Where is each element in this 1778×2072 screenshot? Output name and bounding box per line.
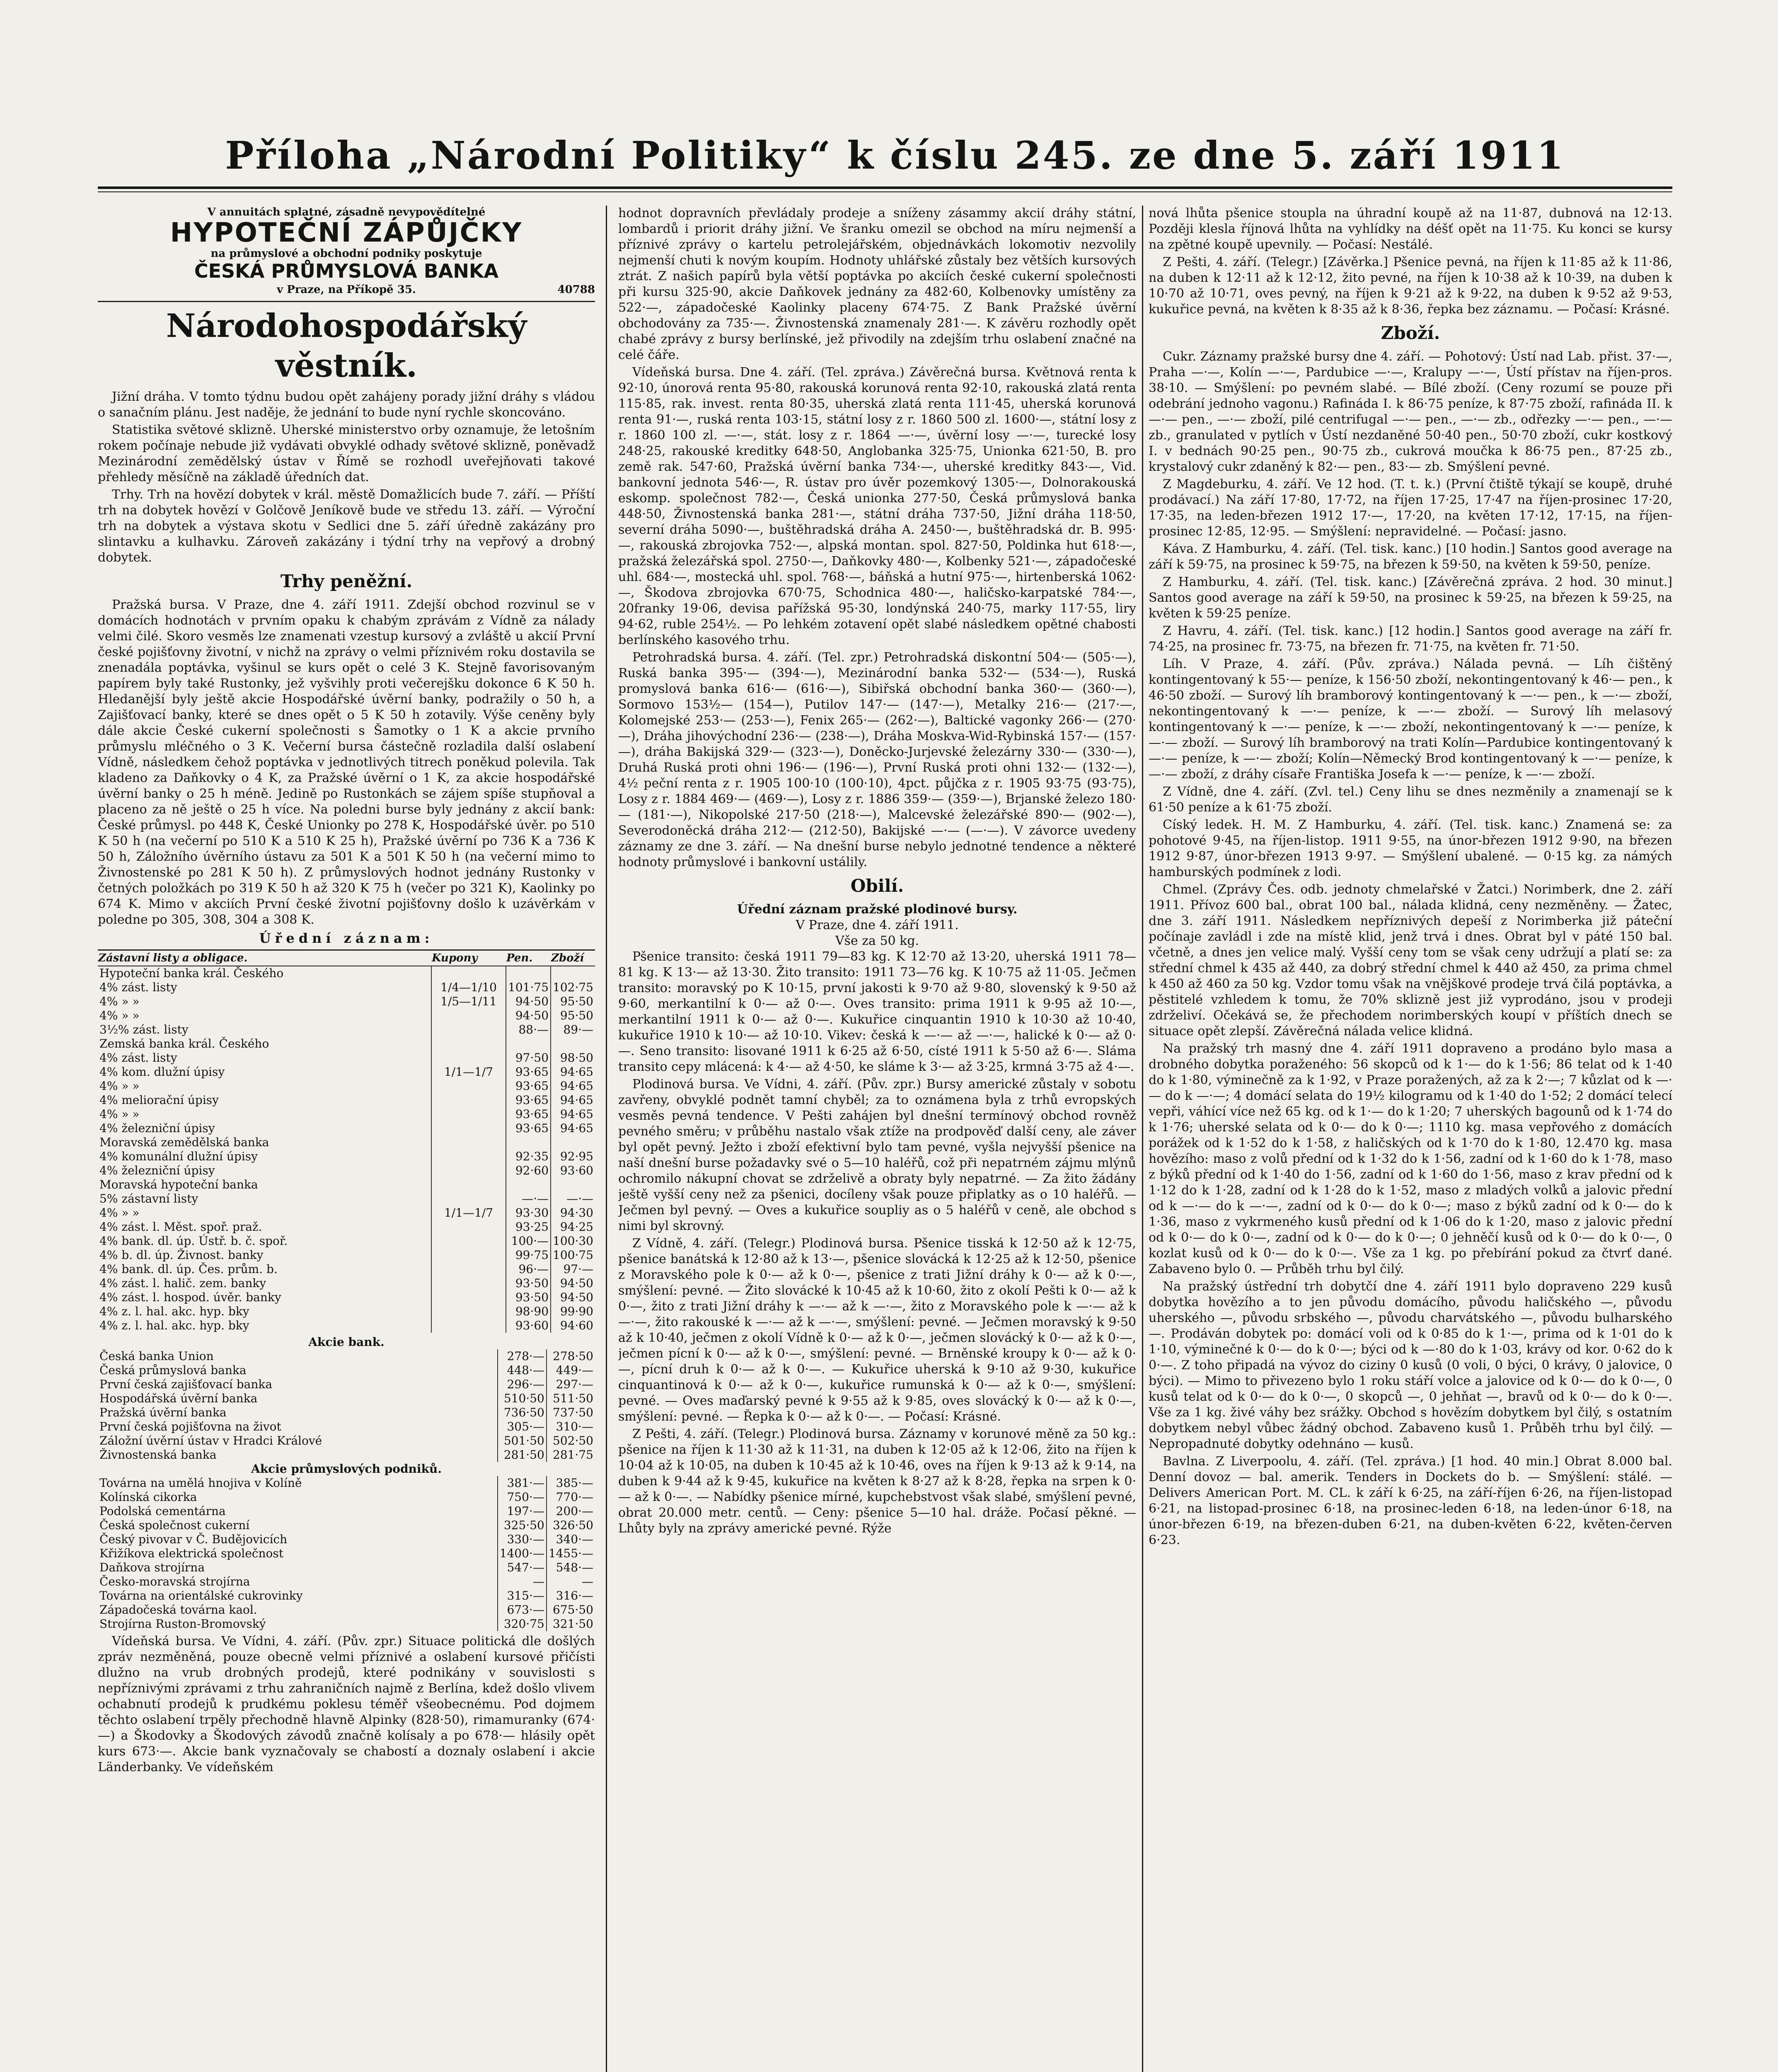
bond-coupon: 1/4—1/10 <box>431 980 506 995</box>
bond-goods-price: 94·65 <box>551 1121 595 1135</box>
bank-goods-price: 278·50 <box>547 1349 595 1363</box>
bond-goods-price: —·— <box>551 1192 595 1206</box>
industry-money-price: 330·— <box>498 1532 547 1547</box>
bond-name: 4% » » <box>99 995 140 1008</box>
bond-goods-price: 94·65 <box>551 1079 595 1093</box>
table-row <box>98 1603 595 1617</box>
industry-goods-price: — <box>547 1575 595 1589</box>
ad-line-2: na průmyslové a obchodní podniky poskytuje <box>210 247 482 260</box>
table-row <box>98 995 595 1009</box>
industry-name: Továrna na orientálské cukrovinky <box>99 1589 303 1602</box>
bank-money-price: 501·50 <box>498 1434 547 1448</box>
table-row <box>98 1377 595 1392</box>
ad-bank-name: ČESKÁ PRŮMYSLOVÁ BANKA <box>194 260 499 282</box>
industry-goods-price: 321·50 <box>547 1617 595 1631</box>
masthead-rule <box>98 186 1672 189</box>
bond-coupon: 1/1—1/7 <box>431 1065 506 1079</box>
bond-name: 4% zást. listy <box>99 980 177 994</box>
industry-money-price: 547·— <box>498 1561 547 1575</box>
bond-coupon <box>431 1305 506 1319</box>
industry-goods-price: 316·— <box>547 1589 595 1603</box>
bank-shares-table <box>98 1335 595 1631</box>
bond-name: 3½% zást. listy <box>99 1023 189 1036</box>
bank-money-price: 278·— <box>498 1349 547 1363</box>
article-statistika: Statistika světové sklizně. Uherské ministerstvo orby oznamuje, že letošním rokem počínaje nebude již vydávati obvyklé odhady světové sklizně, poněvadž Mezinárodní zemědělský ústav v Římě se rozhodl uveřejňovati takové přehledy měsíčně na základě úředních dat. <box>98 423 595 484</box>
bank-goods-price: 737·50 <box>547 1406 595 1420</box>
bond-money-price <box>506 1037 551 1051</box>
table-row <box>98 966 595 980</box>
bank-money-price: 281·50 <box>498 1448 547 1462</box>
bond-coupon <box>431 1234 506 1248</box>
industry-money-price: 750·— <box>498 1490 547 1504</box>
table-row <box>98 1079 595 1093</box>
table-row <box>98 1406 595 1420</box>
bond-money-price: 93·60 <box>506 1319 551 1333</box>
heading-obili: Obilí. <box>850 876 904 896</box>
article-trh-dobytci: Na pražský ústřední trh dobytčí dne 4. září 1911 bylo dopraveno 229 kusů dobytka hovězího a to jen původu domácího, původu haličského —, původu uherského —, původu srbského —, původu charvátského —, původu bulharského —. Prodáván dobytek po: domácí voli od k 0·85 do k 1·—, prima od k 1·01 do k 1·10, výminečné k 0·— do k 0·—; býci od k —·80 do k 1·03, krávy od kor. 0·62 do k 0·—. Z toho připadá na vývoz do ciziny 0 kusů (0 voli, 0 býci, 0 krávy, 0 jalovice, 0 býci). — Mimo to přivezeno bylo 1 roku stáří volce a jalovice od k 0·— do k 0·—, 0 kusů telat od k 0·— do k 0·—, 0 skopců —, 0 jehňat —, bravů od k 0·— do k 0·—. Vše za 1 kg. živé váhy bez srážky. Obchod s hovězím dobytkem byl čilý, s ostatním dobytkem nebyl vůbec žádný obchod. Zabaveno kusů 1. Průběh trhu byl čilý. — Nepropadnuté dobytky odehnáno — kusů. <box>1149 1279 1672 1451</box>
table-row <box>98 1476 595 1490</box>
bond-money-price: 92·35 <box>506 1150 551 1164</box>
industry-goods-price: 548·— <box>547 1561 595 1575</box>
bond-name: 4% komunální dlužní úpisy <box>99 1150 258 1163</box>
article-bavlna: Bavlna. Z Liverpoolu, 4. září. (Tel. zpráva.) [1 hod. 40 min.] Obrat 8.000 bal. Denní dovoz — bal. amerik. Tenders in Dockets do b. — Smýšlení: stálé. — Delivers American Port. M. CL. k září k 6·25, na září-říjen 6·26, na říjen-listopad 6·21, na listopad-prosinec 6·18, na prosinec-leden 6·18, na leden-únor 6·18, na únor-březen 6·19, na březen-duben 6·21, na duben-květen 6·22, květen-červen 6·23. <box>1149 1454 1672 1547</box>
bond-coupon <box>431 1290 506 1305</box>
bond-goods-price: 98·50 <box>551 1051 595 1065</box>
th-pen: Pen. <box>506 950 551 966</box>
table-row <box>98 1009 595 1023</box>
bank-goods-price: 502·50 <box>547 1434 595 1448</box>
mortgage-advertisement <box>98 206 595 302</box>
unit-note: Vše za 50 kg. <box>835 934 919 948</box>
bond-name: 4% zást. l. Měst. spoř. praž. <box>99 1220 262 1234</box>
article-lih-viden: Z Vídně, dne 4. září. (Zvl. tel.) Ceny lihu se dnes nezměnily a znamenají se k 61·50 peníze a k 61·75 zboží. <box>1149 784 1672 815</box>
bond-goods-price: 102·75 <box>551 980 595 995</box>
bond-goods-price: 100·30 <box>551 1234 595 1248</box>
table-row <box>98 1589 595 1603</box>
column-2 <box>618 206 1136 2072</box>
bank-name: Záložní úvěrní ústav v Hradci Králové <box>99 1434 322 1447</box>
article-trhy: Trhy. Trh na hovězí dobytek v král. městě Domažlicích bude 7. září. — Příští trh na dobytek hovězí v Golčově Jeníkově bude ve středu 13. září. — Výroční trh na dobytek a výstava skotu v Sedlici dne 5. září úředně zakázány pro slintavku a kulhavku. Zároveň zakázány i týdní trhy na vepřový a drobný dobytek. <box>98 487 595 565</box>
article-cukr: Cukr. Záznamy pražské bursy dne 4. září. — Pohotový: Ústí nad Lab. přist. 37·—, Praha —·—, Kolín —·—, Pardubice —·—, Kralupy —·—, Ústí přístav na říjen-pros. 38·10. — Smýšlení: po pevném slabé. — Bílé zboží. (Ceny rozumí se pouze při odebrání jednoho vagonu.) Rafináda I. k 86·75 peníze, k 87·75 zboží, rafináda II. k —·— pen., —·— zboží, pilé centrifugal —·— pen., —·— zb., odřezky —·— pen., —·— zb., granulated v pytlích v Ústí nezdaněné 50·40 pen., 50·70 zboží, cukr kostkový I. v bednách 90·25 pen., 90·75 zb., cukrová moučka k 86·75 pen., 87·25 zb., krystalový cukr zdaněný k 82·— pen., 83·— zb. Smýšlení pevné. <box>1149 349 1672 474</box>
bond-name: 4% » » <box>99 1107 140 1121</box>
table-row <box>98 1037 595 1051</box>
industry-money-price: 320·75 <box>498 1617 547 1631</box>
article-ledek: Císký ledek. H. M. Z Hamburku, 4. září. (Tel. tisk. kanc.) Znamená se: za pohotové 9·45, na říjen-listop. 1911 9·55, na únor-březen 1912 9·90, na březen 1912 9·87, únor-březen 1913 9·97. — Smýšlení ubalené. — 0·15 kg. za námých hamburských podmínek z lodi. <box>1149 818 1672 879</box>
bond-name: 4% b. dl. úp. Živnost. banky <box>99 1248 264 1262</box>
industry-goods-price: 675·50 <box>547 1603 595 1617</box>
bond-table <box>98 949 595 1333</box>
table-row <box>98 1561 595 1575</box>
article-plodinova-bursa: Plodinová bursa. Ve Vídni, 4. září. (Pův. zpr.) Bursy americké zůstaly v sobotu zavřeny, obvyklé podnět tamní chyběl; za to oznámena byla z trhů evropských vesměs pevná tendence. V Pešti zahájen byl dnešní termínový obchod rovněž pevného směru; v průběhu nastalo však ztíže na prodpověď další ceny, ale záver byl opět pevný. Ježto i zboží efektivní bylo tam pevné, vyšla nejvyšší pšenice na naší dnešní burse požadavky své o 5—10 haléřů, což při nepatrném zájmu mlýnů ochromilo nákupní chovat se zdrželivě a obraty byly nepatrné. — Za žito žádány ještě vyšší ceny než za pšenici, docíleny však pouze připlatky as o 10 haléřů. — Ječmen byl pevný. — Oves a kukuřice soupliy as o 5 haléřů v ceně, ale obchod s nimi byl skrovný. <box>618 1077 1136 1233</box>
article-z-pesti: Z Pešti, 4. září. (Telegr.) Plodinová bursa. Záznamy v korunové měně za 50 kg.: pšenice na říjen k 11·30 až k 11·31, na duben k 12·05 až k 12·06, žito na říjen k 10·04 až k 10·05, na duben k 10·45 až k 10·46, oves na říjen k 9·13 až k 9·14, na duben k 9·44 až k 9·45, kukuřice na květen k 8·27 až k 8·28, řepka na srpen k 0·— až k 0·—. — Nabídky pšenice mírné, kupchebstvost však slabé, smýšlení pevné, obrat 20.000 metr. centů. — Ceny: pšenice 5—10 hal. dráže. Počasí pěkné. — Lhůty byly na zprávy americké pevné. Rýže <box>618 1427 1136 1536</box>
masthead: Příloha „Národní Politiky“ k číslu 245. ze dne 5. září 1911 <box>225 133 1565 178</box>
table-row <box>98 1349 595 1363</box>
heading-official-record: Úřední záznam: <box>259 930 434 946</box>
article-z-vidne: Z Vídně, 4. září. (Telegr.) Plodinová bursa. Pšenice tisská k 12·50 až k 12·75, pšenice banátská k 12·80 až k 13·—, pšenice slovácká k 12·25 až k 12·50, pšenice z Moravského pole k 0·— až k 0·—, pšenice z trati Jižní dráhy k 0·— až k 0·—, smýšlení: pevné. — Žito slovácké k 10·45 až k 10·60, žito z okolí Pešti k 0·— až k 0·—, žito z trati Jižní dráhy k —·— až k —·—, žito z Moravského pole k —·— až k —·—, žito rakouské k —·— až k —·—, smýšlení: pevné. — Ječmen moravský k 9·50 až k 10·40, ječmen z okolí Vídně k 0·— až k 0·—, ječmen slovácký k 0·— až k 0·—, ječmen pícní k 0·— až k 0·—, smýšlení: pevné. — Brněnské kroupy k 0·— až k 0·—, pícní druh k 0·— až k 0·—. — Kukuřice uherská k 9·10 až 9·30, kukuřice cinquantinová k 0·— až k 0·—, kukuřice rumunská k 0·— až k 0·—, smýšlení: pevné. — Oves maďarský pevné k 9·55 až k 9·85, oves slovácký k 0·— až k 0·—, smýšlení: pevné. — Řepka k 0·— až k 0·—. — Počasí: Krásné. <box>618 1236 1136 1424</box>
industry-group-heading: Akcie průmyslových podniků. <box>251 1462 442 1476</box>
heading-trhy-penezni: Trhy peněžní. <box>280 571 413 591</box>
bond-goods-price: 94·30 <box>551 1206 595 1220</box>
bond-coupon <box>431 1276 506 1290</box>
bank-money-price: 448·— <box>498 1363 547 1377</box>
bond-goods-price: 94·25 <box>551 1220 595 1234</box>
bond-coupon <box>431 1093 506 1107</box>
bond-money-price: 97·50 <box>506 1051 551 1065</box>
industry-goods-price: 385·— <box>547 1476 595 1490</box>
bank-goods-price: 281·75 <box>547 1448 595 1462</box>
table-row <box>98 1178 595 1192</box>
bond-goods-price: 97·— <box>551 1262 595 1276</box>
article-petrohradska-bursa: Petrohradská bursa. 4. září. (Tel. zpr.) Petrohradská diskontní 504·— (505·—), Ruská banka 395·— (394·—), Mezinárodní banka 532·— (534·—), Ruská promyslová banka 616·— (616·—), Sibiřská obchodní banka 360·— (360·—), Sormovo 153½— (154—), Putilov 147·— (147·—), Metalky 216·— (217·—, Kolomejské 253·— (253·—), Fenix 265·— (262·—), Baltické vagonky 266·— (270·—), Dráha jihovýchodní 236·— (238·—), Dráha Moskva-Wid-Rybinská 157·— (157·—), dráha Bakijská 329·— (323·—), Doněcko-Jurjevské železárny 330·— (330·—), Druhá Ruská proti ohni 196·— (196·—), První Ruská proti ohni 132·— (132·—), 4½ peční renta z r. 1905 100·10 (100·10), 4pct. půjčka z r. 1905 93·75 (93·75), Losy z r. 1884 469·— (469·—), Losy z r. 1886 359·— (359·—), Brjanské železo 180·— (181·—), Nikopolské 217·50 (218·—), Malcevské železářské 890·— (902·—), Severodoněcká dráha 212·— (212·50), Bakijské —·— (—·—). V závorce uvedeny záznamy ze dne 3. září. — Na dnešní burse nebylo jednotné tendence a některé hodnoty průmyslové i bankovní ustálily. <box>618 650 1136 869</box>
industry-goods-price: 326·50 <box>547 1518 595 1532</box>
table-row <box>98 1504 595 1518</box>
column-3 <box>1149 206 1672 2072</box>
table-row <box>98 1434 595 1448</box>
bond-coupon <box>431 1079 506 1093</box>
article-prazska-bursa: Pražská bursa. V Praze, dne 4. září 1911. Zdejší obchod rozvinul se v domácích hodnotách v prvním opaku k chabým zprávám z Vídně za nálady velmi čilé. Skoro vesměs lze znamenati vzestup kursový a zvláště u akcií První české pojišťovny životní, v nichž na zprávy o velmi příznivém roku dostavila se znenadála poptávka, vyšinul se kurs opět o celé 3 K. Stejně favorisovaným papírem byly také Rustonky, jež vyšvihly proti večerejšku dokonce 6 K 50 h. Hledanější byly ještě akcie Hospodářské úvěrní banky, podražily o 50 h, a Zajišťovací banky, které se dnes opět o 5 K 50 h zotavily. Výše ceněny byly dále akcie České cukerní společnosti s Šamotky o 1 K a akcie prvního průmyslu mléčného o 3 K. Večerní bursa částečně rozladila další oslabení Vídně, následkem čehož poptávka v jednotlivých titrech poněkud polevila. Tak kladeno za Daňkovky o 4 K, za Pražské úvěrní o 1 K, za akcie hospodářské úvěrní banky o 25 h méně. Jedině po Rustonkách se zájem spíše stupňoval a placeno za ně ještě o 25 h více. Na poledni burse byly jednány z akcií bank: České průmysl. po 448 K, České Unionky po 278 K, Hospodářské úvěr. po 510 K 50 h (na večerní po 510 K a 510 K 25 h), Pražské úvěrní po 736 K a 736 K 50 h, Záložního úvěrního ústavu za 501 K a 501 K 50 h (na večerní mimo to Živnostenské po 281 K 50 h). Z průmyslových hodnot jednány Rustonky v četných položkách po 319 K 50 h až 320 K 75 h (večer po 321 K), Kaolinky po 674 K. Mimo v akciích První české životní pojišťovny došlo k uzávěrkám v poledne po 305, 308, 304 a 308 K. <box>98 598 595 927</box>
bond-coupon <box>431 1220 506 1234</box>
industry-name: Kolínská cikorka <box>99 1490 197 1504</box>
industry-money-price: 325·50 <box>498 1518 547 1532</box>
bond-goods-price: 93·60 <box>551 1164 595 1178</box>
bank-name: První česká pojišťovna na život <box>99 1420 281 1433</box>
bank-goods-price: 511·50 <box>547 1392 595 1406</box>
bank-name: Hospodářská úvěrní banka <box>99 1392 258 1405</box>
industry-goods-price: 1455·— <box>547 1547 595 1561</box>
bank-goods-price: 297·— <box>547 1377 595 1392</box>
bank-money-price: 736·50 <box>498 1406 547 1420</box>
article-videnska-bursa: Vídeňská bursa. Ve Vídni, 4. září. (Pův. zpr.) Situace politická dle došlých zpráv nezměněná, pouze obecně velmi příznivé a oslabení kursové přičísti dlužno na vrub drobných prodejů, které podnikány v souvislosti s nepříznivými zprávami z trhu zahraničních najmě z Berlína, kdež došlo vlivem ochabnutí prodejů k prudkému poklesu téměř všeobecnému. Pod dojmem těchto oslabení trpěly přechodně hlavně Alpinky (828·50), rimamuranky (674·—) a Škodovky a Škodových závodů značně kolísaly a po 678·— hlásily opět kurs 673·—. Akcie bank vyznačovaly se chabostí a doznaly oslabení i akcie Länderbanky. Ve vídeňském <box>98 1634 595 1774</box>
bond-goods-price: 94·65 <box>551 1065 595 1079</box>
bank-group-heading: Akcie bank. <box>308 1335 385 1349</box>
table-row <box>98 1448 595 1462</box>
bond-money-price: 94·50 <box>506 1009 551 1023</box>
table-row <box>98 1192 595 1206</box>
bond-name: Zemská banka král. Českého <box>99 1037 269 1051</box>
bond-name: 5% zástavní listy <box>99 1192 198 1205</box>
table-row <box>98 1220 595 1234</box>
industry-money-price: 673·— <box>498 1603 547 1617</box>
table-row <box>98 1262 595 1276</box>
bond-coupon <box>431 1023 506 1037</box>
bank-name: První česká zajišťovací banka <box>99 1377 273 1391</box>
dateline: V Praze, dne 4. září 1911. <box>796 918 959 932</box>
bond-money-price: 96·— <box>506 1262 551 1276</box>
bond-coupon <box>431 966 506 980</box>
bond-goods-price: 94·50 <box>551 1276 595 1290</box>
bond-name: 4% z. l. hal. akc. hyp. bky <box>99 1319 249 1332</box>
table-row <box>98 1617 595 1631</box>
table-row <box>98 1023 595 1037</box>
bond-goods-price: 94·65 <box>551 1093 595 1107</box>
bond-money-price: 99·75 <box>506 1248 551 1262</box>
bond-coupon: 1/1—1/7 <box>431 1206 506 1220</box>
bond-name: 4% » » <box>99 1206 140 1220</box>
table-row <box>98 1305 595 1319</box>
table-row <box>98 980 595 995</box>
article-havr: Z Havru, 4. září. (Tel. tisk. kanc.) [12 hodin.] Santos good average na září fr. 74·25, na prosinec fr. 73·75, na březen fr. 71·75, na květen fr. 71·50. <box>1149 624 1672 654</box>
bond-name: 4% z. l. hal. akc. hyp. bky <box>99 1305 249 1318</box>
bond-money-price: 100·— <box>506 1234 551 1248</box>
bond-goods-price <box>551 966 595 980</box>
bond-money-price: 93·50 <box>506 1276 551 1290</box>
bank-name: Česká průmyslová banka <box>99 1363 247 1377</box>
bond-name: 4% » » <box>99 1009 140 1022</box>
bond-money-price <box>506 1135 551 1150</box>
table-row <box>98 1363 595 1377</box>
bond-coupon <box>431 1121 506 1135</box>
bank-money-price: 305·— <box>498 1420 547 1434</box>
industry-name: Česká společnost cukerní <box>99 1518 250 1532</box>
ad-address: v Praze, na Příkopě 35. <box>277 283 416 296</box>
bond-goods-price: 94·60 <box>551 1319 595 1333</box>
bond-money-price <box>506 966 551 980</box>
heading-zbozi: Zboží. <box>1381 323 1440 343</box>
article-continued: hodnot dopravních převládaly prodeje a sníženy zásammy akcií dráhy státní, lombardů i priorit dráhy jižní. Ve šranku omezil se obchod na míru nejmenší a příznivé zprávy o kartelu petrolejářském, objednávkách lokomotiv nezvolily nejmenší chuti k novým koupím. Hodnoty uhlářské zůstaly bez větších kursových ztrát. Z našich papírů byla větší poptávka po akciích české cukerní společnosti při kursu 325·90, akcie Daňkovek jednány za 482·60, Kolbenovky umístěny za 522·—, západočeské Kaolinky placeny 674·75. Z Bank Pražské úvěrní obchodovány za 735·—. Živnostenská znamenaly 281·—. K závěru rozhodly opět chabé zprávy z bursy berlínské, jež přivodily na zdejším trhu oslabení značné na celé čáře. <box>618 206 1136 362</box>
bond-goods-price: 94·65 <box>551 1107 595 1121</box>
bond-money-price: 94·50 <box>506 995 551 1009</box>
bond-goods-price <box>551 1178 595 1192</box>
article-chmel: Chmel. (Zprávy Čes. odb. jednoty chmelařské v Žatci.) Norimberk, dne 2. září 1911. Přívoz 600 bal., obrat 100 bal., nálada klidná, ceny nezměněny. — Žatec, dne 3. září 1911. Následkem nepříznivých depeší z Norimberka již páteční počínaje zavládl i zde na místě klid, jenž trvá i dnes. Obrat byl v páté 150 bal. včetně, a dnes jen velice malý. Vyšší ceny tom se však ceny udržují a platí se: za střední chmel k 435 až 440, za dobrý střední chmel k 440 až 450, za prima chmel k 450 až 460 za 50 kg. Vzdor tomu však na vnějškové prodeje trvá čilá poptávka, a pěstitelé vzhledem k tomu, že 70% sklizně jest již vyprodáno, jsou v prodeji zdrželiví. Očekává se, že přechodem norimberských koupí v příštích dnech se situace opět zlepší. Závěrečná nálada velice klidná. <box>1149 882 1672 1038</box>
table-row <box>98 1518 595 1532</box>
masthead-rule-thin <box>98 191 1672 192</box>
bond-money-price <box>506 1178 551 1192</box>
table-row <box>98 1150 595 1164</box>
bond-coupon <box>431 1319 506 1333</box>
bond-goods-price <box>551 1135 595 1150</box>
table-row <box>98 1319 595 1333</box>
article-magdeburk: Z Magdeburku, 4. září. Ve 12 hod. (T. t. k.) (První čtiště týkají se koupě, druhé prodávací.) Na září 17·80, 17·72, na říjen 17·25, 17·47 na říjen-prosinec 17·20, 17·35, na leden-březen 1912 17·—, 17·20, na květen 17·12, 17·15, na říjen-prosinec 12·85, 12·95. — Smýšlení: nepravidelné. — Počasí: jasno. <box>1149 477 1672 539</box>
bond-name: 4% železniční úpisy <box>99 1164 215 1177</box>
table-row <box>98 1107 595 1121</box>
industry-money-price: — <box>498 1575 547 1589</box>
bond-money-price: 93·65 <box>506 1121 551 1135</box>
industry-money-price: 381·— <box>498 1476 547 1490</box>
table-row <box>98 1276 595 1290</box>
bond-money-price: 93·25 <box>506 1220 551 1234</box>
bond-name: 4% zást. l. halič. zem. banky <box>99 1276 266 1290</box>
industry-goods-price: 200·— <box>547 1504 595 1518</box>
bond-coupon <box>431 1037 506 1051</box>
table-row <box>98 1135 595 1150</box>
article-videnska-bursa-tel: Vídeňská bursa. Dne 4. září. (Tel. zpráva.) Závěrečná bursa. Květnová renta k 92·10, únorová renta 95·80, rakouská korunová renta 92·10, rakouská zlatá renta 115·85, rak. invest. renta 80·35, uherská zlatá renta 111·45, uherská korunová renta 91·—, ruská renta 103·15, státní losy z r. 1860 500 zl. 1600·—, státní losy z r. 1860 100 zl. —·—, stát. losy z r. 1864 —·—, úvěrní losy —·—, turecké losy 248·25, rakouské kreditky 648·50, Anglobanka 325·75, Unionka 621·50, B. pro země rak. 547·60, Pražská úvěrní banka 734·—, uherské kreditky 843·—, Vid. bankovní jednota 546·—, R. ústav pro úvěr pozemkový 1305·—, Dolnorakouská eskomp. společnost 782·—, Česká unionka 277·50, Česká průmyslová banka 448·50, Živnostenská banka 281·—, státní dráha 737·50, Jižní dráha 118·50, severní dráha 5090·—, buštěhradská dráha A. 2450·—, buštěhradská dr. B. 995·—, rakouská zbrojovka 752·—, alpská montan. spol. 827·50, Poldinka hut 618·—, pražská železářská spol. 2750·—, Daňkovky 480·—, Kolbenky 521·—, západočeské uhl. 684·—, mostecká uhl. spol. 768·—, báňská a hutní 975·—, hirtenberská 1062·—, Škodova zbrojovka 670·75, Schodnica 480·—, haličsko-karpatské 784·—, 20franky 19·06, devisa pařížská 95·30, londýnská 240·75, marky 117·55, liry 94·62, ruble 254½. — Po lehkém zotavení opět slabé následkem opětné chabosti berlínského kasového trhu. <box>618 365 1136 647</box>
article-hamburk: Z Hamburku, 4. září. (Tel. tisk. kanc.) [Závěrečná zpráva. 2 hod. 30 minut.] Santos good average na září k 59·50, na prosinec k 59·25, na březen k 59·25, na květen k 59·25 peníze. <box>1149 575 1672 621</box>
section-title: Národohospodářský věstník. <box>166 307 527 385</box>
bond-money-price: 93·65 <box>506 1107 551 1121</box>
bond-name: 4% » » <box>99 1079 140 1093</box>
industry-name: Český pivovar v Č. Budějovicích <box>99 1532 288 1546</box>
table-row <box>98 1164 595 1178</box>
bond-name: Moravská hypoteční banka <box>99 1178 258 1191</box>
industry-name: Křižíkova elektrická společnost <box>99 1547 283 1560</box>
bond-goods-price: 92·95 <box>551 1150 595 1164</box>
table-row <box>98 1051 595 1065</box>
th-zbozi: Zboží <box>551 950 595 966</box>
bank-goods-price: 449·— <box>547 1363 595 1377</box>
bond-money-price: —·— <box>506 1192 551 1206</box>
bond-goods-price: 94·50 <box>551 1290 595 1305</box>
industry-name: Strojírna Ruston-Bromovský <box>99 1617 266 1631</box>
table-row <box>98 1532 595 1547</box>
bond-name: 4% zást. listy <box>99 1051 177 1065</box>
table-row <box>98 1093 595 1107</box>
bond-money-price: 93·30 <box>506 1206 551 1220</box>
bond-coupon <box>431 1248 506 1262</box>
article-kava: Káva. Z Hamburku, 4. září. (Tel. tisk. kanc.) [10 hodin.] Santos good average na září k 59·75, na prosinec k 59·75, na březen k 59·50, na květen k 59·50, peníze. <box>1149 542 1672 572</box>
table-row <box>98 1065 595 1079</box>
bank-name: Česká banka Union <box>99 1349 214 1363</box>
bond-coupon <box>431 1178 506 1192</box>
column-1 <box>98 206 595 2072</box>
bond-name: 4% bank. dl. úp. Čes. prům. b. <box>99 1262 278 1276</box>
industry-goods-price: 340·— <box>547 1532 595 1547</box>
bank-name: Živnostenská banka <box>99 1448 217 1462</box>
bond-money-price: 93·65 <box>506 1065 551 1079</box>
bond-money-price: 92·60 <box>506 1164 551 1178</box>
bond-money-price: 88·— <box>506 1023 551 1037</box>
table-row <box>98 1490 595 1504</box>
table-row <box>98 1392 595 1406</box>
article-z-pesti-zaverka: Z Pešti, 4. září. (Telegr.) [Závěrka.] Pšenice pevná, na říjen k 11·85 až k 11·86, na duben k 12·11 až k 12·12, žito pevné, na říjen k 10·38 až k 10·39, na duben k 10·70 až 10·71, oves pevný, na říjen k 9·21 až k 9·22, na duben k 9·52 až 9·53, kukuřice pevná, na květen k 8·35 až k 8·36, řepka bez záznamu. — Počasí: Krásné. <box>1149 255 1672 317</box>
industry-money-price: 1400·— <box>498 1547 547 1561</box>
bond-money-price: 93·65 <box>506 1079 551 1093</box>
bond-coupon <box>431 1107 506 1121</box>
bond-coupon <box>431 1262 506 1276</box>
table-row <box>98 1206 595 1220</box>
bond-goods-price: 95·50 <box>551 995 595 1009</box>
industry-goods-price: 770·— <box>547 1490 595 1504</box>
bond-coupon <box>431 1164 506 1178</box>
article-continued-3: nová lhůta pšenice stoupla na úhradní koupě až na 11·87, dubnová na 12·13. Později klesla říjnová lhůta na vyhlídky na déšť opět na 11·75. Ku konci se kursy na zpětné koupě upevnily. — Počasí: Nestálé. <box>1149 206 1672 252</box>
industry-money-price: 197·— <box>498 1504 547 1518</box>
bond-name: Hypoteční banka král. Českého <box>99 966 284 980</box>
bond-coupon: 1/5—1/11 <box>431 995 506 1009</box>
bond-money-price: 98·90 <box>506 1305 551 1319</box>
table-row <box>98 1575 595 1589</box>
bond-goods-price <box>551 1037 595 1051</box>
table-row <box>98 1547 595 1561</box>
bond-name: 4% meliorační úpisy <box>99 1093 219 1107</box>
bond-name: 4% kom. dlužní úpisy <box>99 1065 225 1079</box>
bond-coupon <box>431 1150 506 1164</box>
industry-name: Továrna na umělá hnojiva v Kolíně <box>99 1476 302 1490</box>
table-row <box>98 1290 595 1305</box>
column-divider-1 <box>606 206 607 2072</box>
table-row <box>98 1234 595 1248</box>
bank-money-price: 296·— <box>498 1377 547 1392</box>
th-item: Zástavní listy a obligace. <box>98 950 431 966</box>
ad-number: 40788 <box>557 283 595 296</box>
bond-money-price: 93·50 <box>506 1290 551 1305</box>
bond-goods-price: 89·— <box>551 1023 595 1037</box>
bond-money-price: 101·75 <box>506 980 551 995</box>
table-row <box>98 1121 595 1135</box>
bond-name: 4% železniční úpisy <box>99 1121 215 1135</box>
bond-money-price: 93·65 <box>506 1093 551 1107</box>
industry-name: Podolská cementárna <box>99 1504 226 1518</box>
table-row <box>98 1248 595 1262</box>
bond-goods-price: 95·50 <box>551 1009 595 1023</box>
bond-coupon <box>431 1135 506 1150</box>
th-coupon: Kupony <box>431 950 506 966</box>
bond-coupon <box>431 1051 506 1065</box>
bond-name: Moravská zemědělská banka <box>99 1135 269 1149</box>
industry-money-price: 315·— <box>498 1589 547 1603</box>
ad-line-1: V annuitách splatné, zásadně nevypovědítelné <box>207 206 486 218</box>
bank-goods-price: 310·— <box>547 1420 595 1434</box>
table-row <box>98 1420 595 1434</box>
industry-name: Daňkova strojírna <box>99 1561 205 1574</box>
industry-name: Západočeská továrna kaol. <box>99 1603 257 1617</box>
article-lih: Líh. V Praze, 4. září. (Pův. zpráva.) Nálada pevná. — Líh čištěný kontingentovaný k 55·— peníze, k 156·50 zboží, nekontingentovaný k 46·— pen., k 46·50 zboží. — Surový líh bramborový kontingentovaný k —·— pen., k —·— zboží, nekontingentovaný k —·— peníze, k —·— zboží. — Surový líh melasový kontingentovaný k —·— peníze, k —·— zboží, nekontingentovaný k —·— peníze, k —·— zboží. — Surový líh bramborový na trati Kolín—Pardubice kontingentovaný k —·— peníze, k —·— zboží; Kolín—Německý Brod kontingentovaný k —·— peníze, k —·— zboží, z dráhy císaře Františka Josefa k —·— peníze, k —·— zboží. <box>1149 657 1672 782</box>
bond-name: 4% bank. dl. úp. Ústř. b. č. spoř. <box>99 1234 288 1248</box>
bank-money-price: 510·50 <box>498 1392 547 1406</box>
bond-coupon <box>431 1009 506 1023</box>
article-trh-masny: Na pražský trh masný dne 4. září 1911 dopraveno a prodáno bylo masa a drobného dobytka poraženého: 56 skopců od k 1·— do k 1·56; 86 telat od k 1·40 do k 1·80, výminečně za k 1·92, v Praze poražených, až za k 2·—; 7 kůzlat od k —·— do k —·—; 4 domácí selata do 19½ kilogramu od k 1·40 do 1·52; 2 domácí telecí vepři, váhící více než 65 kg. od k 1·— do k 1·20; 7 uherských bagounů od k 1·74 do k 1·76; uherské selata od k 0·— do k 0·—; 1110 kg. masa vepřového z domácích porážek od k 1·52 do k 1·58, z haličských od k 1·70 do k 1·80, 12.470 kg. masa hovězího: maso z volů přední od k 1·32 do k 1·56, zadní od k 1·60 do k 1·78, maso z býků přední od k 1·40 do 1·56, zadní od k 1·60 do 1·56, maso z krav přední od k 1·12 do k 1·28, zadní od k 1·28 do k 1·52, maso z mladých volků a jalovic přední od k —·— do k —·—, zadní od k 0·— do k 0·—; maso z býků zadní od k 0·— do k 1·36, maso z vykrmeného kusů přední od k 1·06 do k 1·20, maso z jalovic přední od k 0·— do k 0·—, zadní od k 0·— do k 0·—; 0 jehněčí kusů od k 0·— do k 0·—, 0 kozlat kusů od k 0·— do k 0·—. Vše za 1 kg. po přebírání pokud za čtvrť dané. Zabaveno bylo 0. — Průběh trhu byl čilý. <box>1149 1041 1672 1276</box>
bond-goods-price: 100·75 <box>551 1248 595 1262</box>
bank-name: Pražská úvěrní banka <box>99 1406 227 1419</box>
bond-goods-price: 99·90 <box>551 1305 595 1319</box>
column-divider-2 <box>1142 206 1143 2072</box>
ad-title: HYPOTEČNÍ ZÁPŮJČKY <box>170 218 523 248</box>
article-jizni-draha: Jižní dráha. V tomto týdnu budou opět zahájeny porady jižní dráhy s vládou o sanačním plánu. Jest naděje, že jednání to bude nyní rychle skoncováno. <box>98 390 595 420</box>
bond-name: 4% zást. l. hospod. úvěr. banky <box>99 1290 281 1304</box>
grain-prices: Pšenice transito: česká 1911 79—83 kg. K 12·70 až 13·20, uherská 1911 78—81 kg. K 13·— až 13·30. Žito transito: 1911 73—76 kg. K 10·75 až 11·05. Ječmen transito: moravský po K 10·15, první jakosti k 9·70 až 9·80, slovenský k 9·50 až 9·60, merkantilní k 0·— až 0·—. Oves transito: prima 1911 k 9·95 až 10·—, merkantilní 1911 k 0·— až 0·—. Kukuřice cinquantin 1910 k 10·30 až 10·40, kukuřice 1910 k 10·— až 10·10. Vikev: česká k —·— až —·—, halické k 0·— až 0·—. Seno transito: lisované 1911 k 6·25 až 6·50, císté 1911 k 5·50 až 6·—. Sláma transito cepy mlácená: k 4·— až 4·50, ke sláme k 3·— až 3·25, krmná 3·75 až 4·—. <box>618 949 1136 1074</box>
bond-coupon <box>431 1192 506 1206</box>
heading-official-grain: Úřední záznam pražské plodinové bursy. <box>737 902 1018 917</box>
industry-name: Česko-moravská strojírna <box>99 1575 250 1588</box>
